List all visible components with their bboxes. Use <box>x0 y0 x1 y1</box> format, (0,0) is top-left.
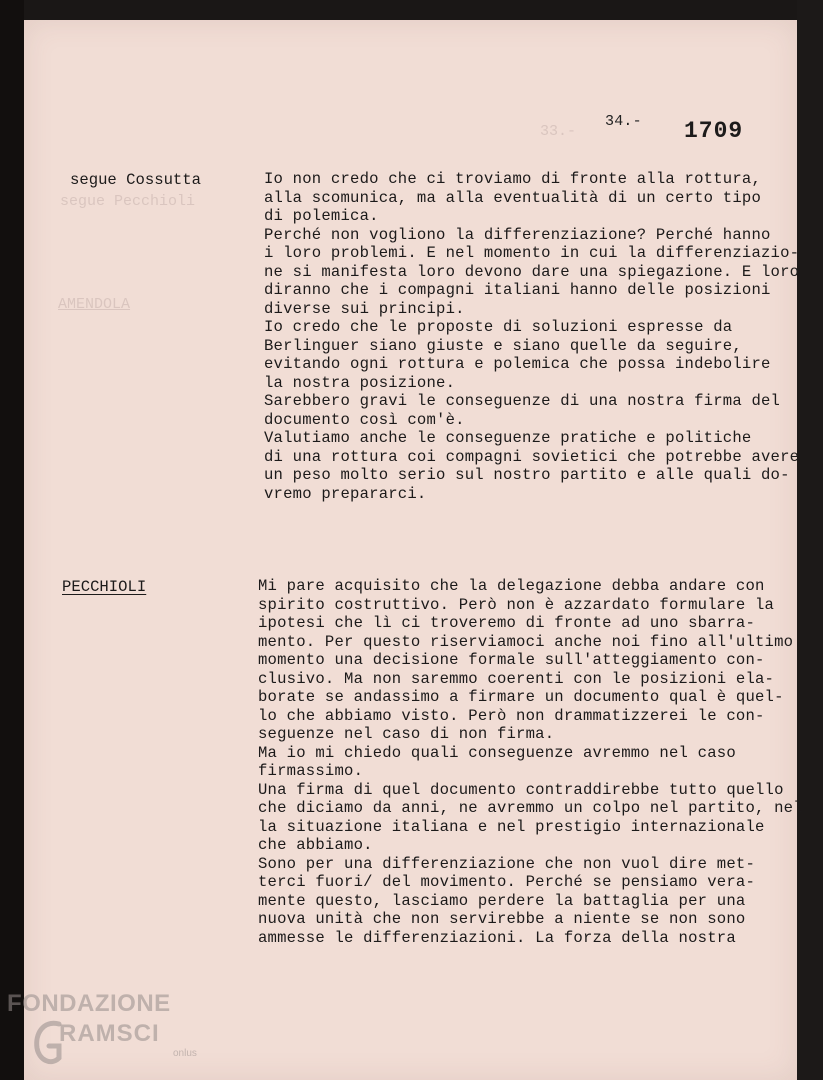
text-line: Berlinguer siano giuste e siano quelle da seguire, <box>264 336 742 355</box>
watermark-line1: FONDAZIONE <box>7 990 171 1017</box>
text-line: mente questo, lasciamo perdere la battaglia per una <box>258 891 746 910</box>
text-line: momento una decisione formale sull'atteggiamento con- <box>258 651 765 669</box>
text-line: seguenze nel caso di non firma. <box>258 725 555 743</box>
text-line: ammesse le differenziazioni. La forza della nostra <box>258 928 736 947</box>
text-line: i loro problemi. E nel momento in cui la differenziazio- <box>264 244 800 262</box>
text-line: che abbiamo. <box>258 836 373 854</box>
text-line: Ma io mi chiedo quali conseguenze avremmo nel caso <box>258 743 736 762</box>
text-line: Io non credo che ci troviamo di fronte alla rottura, <box>264 170 762 188</box>
speech-block <box>258 577 803 947</box>
text-line: spirito costruttivo. Però non è azzardato formulare la <box>258 595 775 614</box>
bleed-through-text: segue Pecchioli <box>60 193 196 210</box>
speaker-label: segue Cossutta <box>70 171 202 189</box>
text-line: Valutiamo anche le conseguenze pratiche e politiche <box>264 429 752 447</box>
text-line: mento. Per questo riserviamoci anche noi fino all'ultimo <box>258 632 794 651</box>
text-line: nuova unità che non servirebbe a niente se non sono <box>258 910 746 928</box>
text-line: diranno che i compagni italiani hanno delle posizioni <box>264 281 771 299</box>
text-line: ne si manifesta loro devono dare una spiegazione. E loro <box>264 262 800 281</box>
text-line: Perché non vogliono la differenziazione? Perché hanno <box>264 225 771 244</box>
text-line: la nostra posizione. <box>264 373 456 392</box>
text-line: di polemica. <box>264 207 379 225</box>
watermark-line3: onlus <box>173 1048 197 1059</box>
text-line: Mi pare acquisito che la delegazione debba andare con <box>258 577 765 595</box>
text-line: che diciamo da anni, ne avremmo un colpo nel partito, nel <box>258 799 803 817</box>
text-line: clusivo. Ma non saremmo coerenti con le posizioni ela- <box>258 669 775 688</box>
text-line: la situazione italiana e nel prestigio internazionale <box>258 817 765 836</box>
speaker-label: PECCHIOLI <box>62 578 147 596</box>
bleed-through-text: 33.- <box>540 123 577 140</box>
fondazione-gramsci-watermark <box>3 990 213 1075</box>
text-line: terci fuori/ del movimento. Perché se pensiamo vera- <box>258 873 756 891</box>
text-line: documento così com'è. <box>264 410 465 429</box>
text-line: borate se andassimo a firmare un documento qual è quel- <box>258 688 784 706</box>
text-line: Sarebbero gravi le conseguenze di una nostra firma del <box>264 392 781 410</box>
text-line: ipotesi che lì ci troveremo di fronte ad uno sbarra- <box>258 614 756 632</box>
text-line: Io credo che le proposte di soluzioni espresse da <box>264 318 733 336</box>
speech-block <box>264 170 799 503</box>
bleed-through-text: AMENDOLA <box>58 296 131 313</box>
watermark-line2: RAMSCI <box>59 1020 160 1047</box>
text-line: un peso molto serio sul nostro partito e alle quali do- <box>264 466 790 484</box>
text-line: firmassimo. <box>258 762 364 780</box>
archive-number: 1709 <box>684 118 744 144</box>
text-line: alla scomunica, ma alla eventualità di un certo tipo <box>264 188 762 207</box>
text-line: Sono per una differenziazione che non vuol dire met- <box>258 854 756 873</box>
text-line: Una firma di quel documento contraddirebbe tutto quello <box>258 780 784 799</box>
text-line: vremo prepararci. <box>264 484 427 503</box>
page-number: 34.- <box>605 113 642 130</box>
text-line: lo che abbiamo visto. Però non drammatizzerei le con- <box>258 706 765 725</box>
text-line: di una rottura coi compagni sovietici che potrebbe avere <box>264 447 800 466</box>
text-line: evitando ogni rottura e polemica che possa indebolire <box>264 355 771 373</box>
binding-spine <box>0 0 24 1080</box>
text-line: diverse sui principi. <box>264 299 465 318</box>
